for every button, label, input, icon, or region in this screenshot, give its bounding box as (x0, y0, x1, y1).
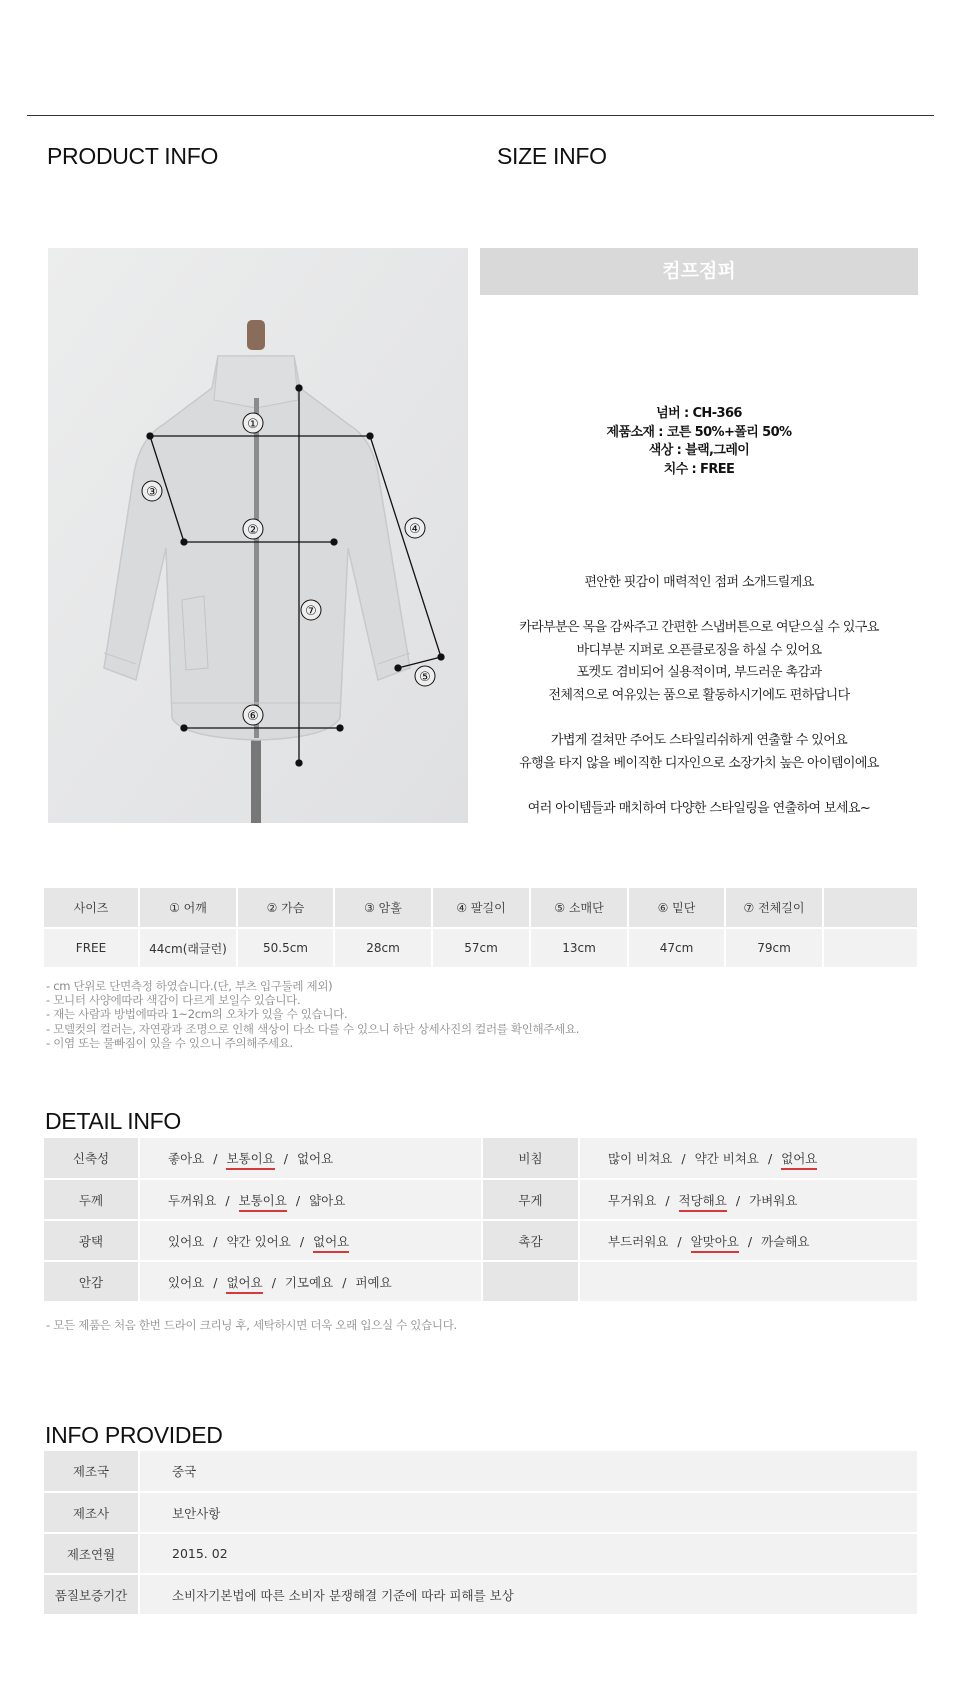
desc-line (480, 775, 918, 798)
size-header-cell: ⑦ 전체길이 (725, 888, 823, 928)
desc-line: 여러 아이템들과 매치하여 다양한 스타일링을 연출하여 보세요~ (527, 800, 871, 816)
size-table-row (44, 928, 918, 968)
desc-line (480, 708, 918, 731)
option: 없어요 (296, 1151, 334, 1166)
size-cell (823, 928, 918, 968)
size-note: - cm 단위로 단면측정 하였습니다.(단, 부츠 입구둘레 제외) (46, 979, 333, 993)
detail-row (44, 1179, 918, 1220)
size-header-cell: ⑥ 밑단 (628, 888, 725, 928)
size-note: - 재는 사람과 방법에따라 1~2cm의 오차가 있을 수 있습니다. (46, 1007, 348, 1022)
info-value: 중국 (139, 1451, 918, 1492)
size-cell: 28cm (334, 928, 432, 968)
detail-row (44, 1138, 918, 1179)
detail-label-gloss: 광택 (44, 1220, 139, 1261)
option: 약간 비쳐요 (694, 1151, 759, 1166)
marker-2: ② (247, 523, 259, 538)
detail-info-heading: DETAIL INFO (45, 1108, 181, 1134)
size-cell: 79cm (725, 928, 823, 968)
desc-line: 가볍게 걸쳐만 주어도 스타일리쉬하게 연출할 수 있어요 (550, 733, 848, 749)
info-label: 제조사 (44, 1492, 139, 1533)
option: 있어요 (168, 1233, 205, 1249)
option: 가벼워요 (749, 1192, 798, 1208)
detail-label-thickness: 두께 (44, 1179, 139, 1220)
size-info-heading: SIZE INFO (497, 143, 607, 169)
info-label: 제조연월 (44, 1533, 139, 1574)
info-label: 품질보증기간 (44, 1574, 139, 1615)
detail-label-sheerness: 비침 (482, 1138, 579, 1179)
size-header-cell (823, 888, 918, 928)
detail-label-lining: 안감 (44, 1261, 139, 1302)
detail-options-gloss: 있어요 / 약간 있어요 / 없어요 (139, 1220, 482, 1261)
desc-line: 편안한 핏감이 매력적인 점퍼 소개드릴게요 (584, 575, 814, 590)
size-header-cell: ③ 암홀 (334, 888, 432, 928)
detail-label-empty (482, 1261, 579, 1302)
desc-line (480, 595, 918, 618)
desc-line: 바디부분 지퍼로 오픈클로징을 하실 수 있어요 (576, 642, 822, 658)
detail-options-empty (579, 1261, 918, 1302)
option-selected: 없어요 (781, 1151, 817, 1170)
size-cell: 13cm (530, 928, 628, 968)
info-row (44, 1533, 918, 1574)
option: 얇아요 (309, 1192, 346, 1208)
spec-color: 색상 : 블랙,그레이 (648, 443, 750, 458)
detail-label-elasticity: 신축성 (44, 1138, 139, 1179)
info-value: 2015. 02 (139, 1533, 918, 1574)
detail-row (44, 1261, 918, 1302)
option: 두꺼워요 (168, 1192, 217, 1208)
detail-label-weight: 무게 (482, 1179, 579, 1220)
info-row (44, 1492, 918, 1533)
size-note: - 이염 또는 물빠짐이 있을 수 있으니 주의해주세요. (46, 1035, 293, 1050)
product-description (480, 572, 918, 821)
marker-4: ④ (409, 522, 421, 537)
size-note: - 모니터 사양에따라 색감이 다르게 보일수 있습니다. (46, 993, 301, 1008)
spec-number: 넘버 : CH-366 (656, 406, 742, 421)
option-selected: 없어요 (313, 1234, 349, 1253)
product-specs (480, 405, 918, 479)
option: 약간 있어요 (226, 1233, 291, 1249)
marker-6: ⑥ (247, 709, 259, 724)
detail-row (44, 1220, 918, 1261)
spec-material: 제품소재 : 코튼 50%+폴리 50% (606, 424, 792, 440)
product-info-heading: PRODUCT INFO (47, 143, 219, 169)
info-row (44, 1451, 918, 1492)
info-row (44, 1574, 918, 1615)
option: 무거워요 (608, 1192, 657, 1208)
detail-options-elasticity: 좋아요 / 보통이요 / 없어요 (139, 1138, 482, 1179)
size-header-cell: ① 어깨 (139, 888, 237, 928)
size-header-cell: ⑤ 소매단 (530, 888, 628, 928)
size-cell: FREE (44, 928, 139, 968)
marker-1: ① (247, 417, 259, 432)
spec-size: 치수 : FREE (663, 461, 735, 477)
size-cell: 47cm (628, 928, 725, 968)
size-note: - 모델컷의 컬러는, 자연광과 조명으로 인해 색상이 다소 다를 수 있으니 하단 상세사진의 컬러를 확인해주세요. (46, 1021, 580, 1036)
marker-5: ⑤ (419, 670, 431, 685)
option: 있어요 (168, 1274, 205, 1290)
desc-line: 포켓도 겸비되어 실용적이며, 부드러운 촉감과 (576, 665, 822, 681)
size-header-cell: ② 가슴 (237, 888, 334, 928)
option: 많이 비쳐요 (608, 1151, 673, 1166)
size-table (44, 888, 919, 969)
top-divider (27, 115, 934, 116)
info-value: 소비자기본법에 따른 소비자 분쟁해결 기준에 따라 피해를 보상 (139, 1574, 918, 1615)
detail-options-texture: 부드러워요 / 알맞아요 / 까슬해요 (579, 1220, 918, 1261)
option: 좋아요 (168, 1151, 205, 1166)
detail-table (44, 1138, 919, 1303)
option-selected: 알맞아요 (691, 1234, 739, 1253)
option-selected: 보통이요 (226, 1151, 274, 1170)
info-provided-heading: INFO PROVIDED (45, 1422, 223, 1448)
detail-label-texture: 촉감 (482, 1220, 579, 1261)
option: 기모예요 (284, 1274, 334, 1290)
size-table-header (44, 888, 918, 928)
option: 까슬해요 (761, 1233, 810, 1249)
product-photo (48, 248, 468, 823)
size-cell: 44cm(래글런) (139, 928, 237, 968)
info-provided-table (44, 1451, 919, 1616)
size-header-cell: ④ 팔길이 (432, 888, 530, 928)
desc-line: 유행을 타지 않을 베이직한 디자인으로 소장가치 높은 아이템이에요 (519, 755, 879, 771)
marker-7: ⑦ (305, 604, 317, 619)
option-selected: 보통이요 (239, 1193, 287, 1212)
detail-options-thickness: 두꺼워요 / 보통이요 / 얇아요 (139, 1179, 482, 1220)
info-label: 제조국 (44, 1451, 139, 1492)
detail-options-sheerness: 많이 비쳐요 / 약간 비쳐요 / 없어요 (579, 1138, 918, 1179)
option: 부드러워요 (608, 1233, 669, 1249)
size-notes (46, 979, 579, 1050)
desc-line: 전체적으로 여유있는 품으로 활동하시기에도 편하답니다 (548, 687, 850, 703)
desc-line: 카라부분은 목을 감싸주고 간편한 스냅버튼으로 여닫으실 수 있구요 (519, 620, 879, 636)
mannequin-head (247, 320, 265, 350)
option-selected: 적당해요 (679, 1193, 727, 1212)
detail-options-lining: 있어요 / 없어요 / 기모예요 / 퍼예요 (139, 1261, 482, 1302)
marker-3: ③ (146, 485, 158, 500)
size-header-cell: 사이즈 (44, 888, 139, 928)
detail-options-weight: 무거워요 / 적당해요 / 가벼워요 (579, 1179, 918, 1220)
product-title-bar: 컴프점퍼 (480, 248, 918, 295)
option-selected: 없어요 (226, 1275, 262, 1294)
size-cell: 57cm (432, 928, 530, 968)
size-cell: 50.5cm (237, 928, 334, 968)
info-value: 보안사항 (139, 1492, 918, 1533)
option: 퍼예요 (355, 1274, 392, 1290)
detail-note: - 모든 제품은 처음 한번 드라이 크리닝 후, 세탁하시면 더욱 오래 입으실 수 있습니다. (46, 1318, 457, 1332)
